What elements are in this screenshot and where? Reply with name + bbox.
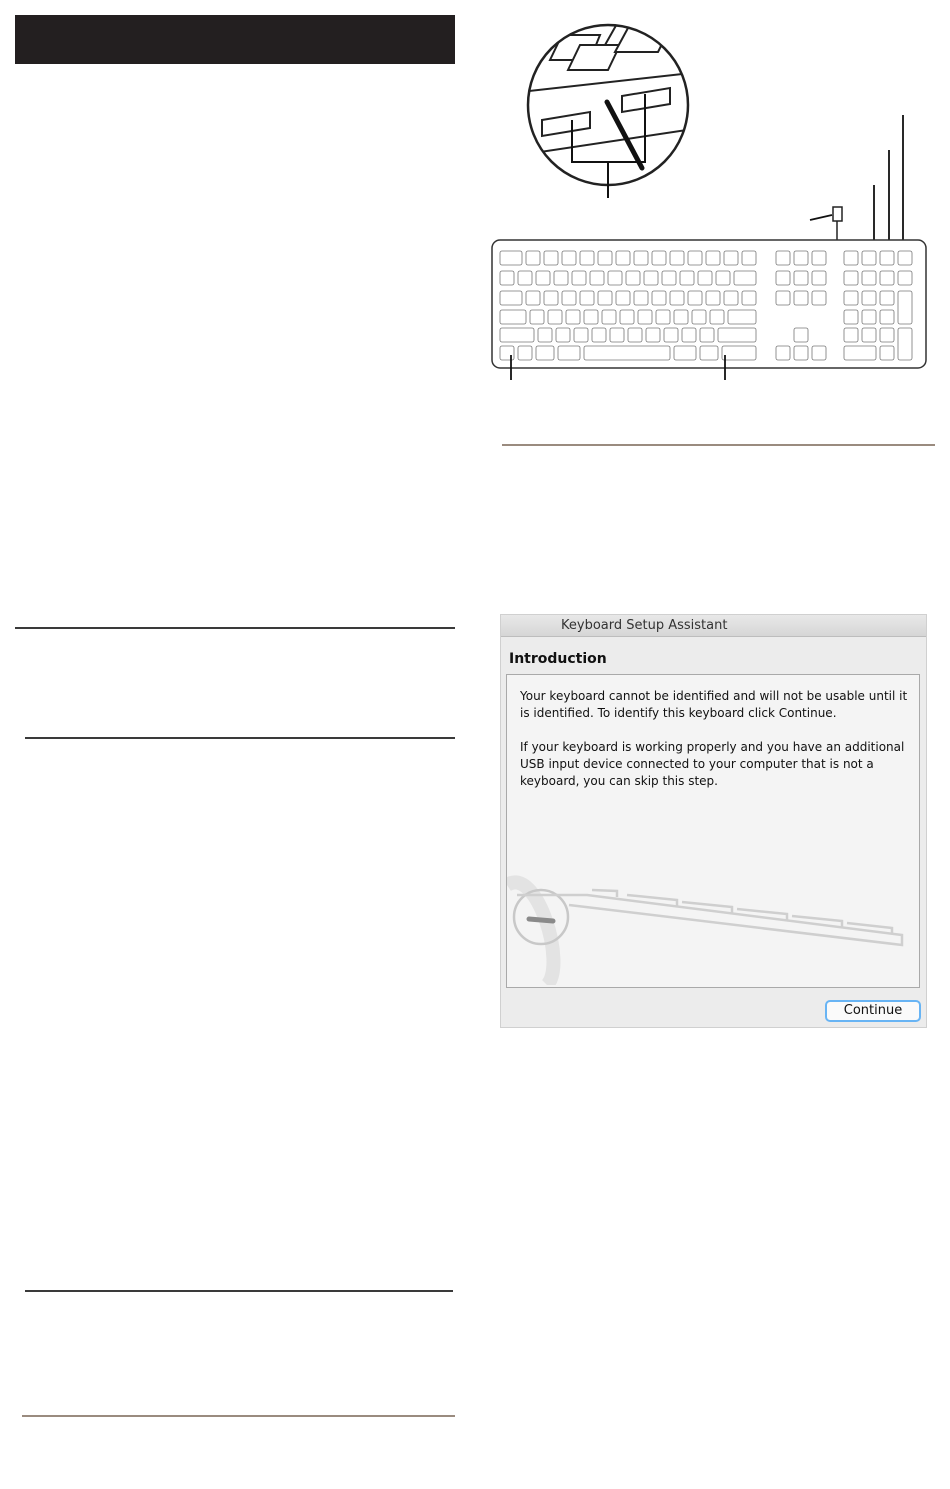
- dialog-heading: Introduction: [509, 651, 607, 667]
- continue-button[interactable]: Continue: [825, 1000, 921, 1022]
- section-divider: [22, 1415, 455, 1417]
- section-divider: [25, 737, 455, 739]
- keyboard-illustration: [507, 825, 919, 985]
- section-divider: [502, 444, 935, 446]
- section-divider: [15, 627, 455, 629]
- dialog-titlebar: [501, 615, 926, 637]
- intro-paragraph-2: If your keyboard is working properly and you have an additional USB input device connected to your computer that is not a keyboard, you can skip this step.: [520, 740, 905, 788]
- keyboard-setup-dialog: [500, 614, 927, 1028]
- usb-port-zoom: [520, 20, 700, 190]
- dialog-title: Keyboard Setup Assistant: [561, 618, 728, 633]
- section-divider: [25, 1290, 453, 1292]
- keyboard-diagram: [480, 10, 940, 400]
- intro-paragraph-1: Your keyboard cannot be identified and will not be usable until it is identified. To identify this keyboard click Continue.: [520, 689, 908, 720]
- header-bar: [15, 15, 455, 64]
- dialog-content-panel: [506, 674, 920, 988]
